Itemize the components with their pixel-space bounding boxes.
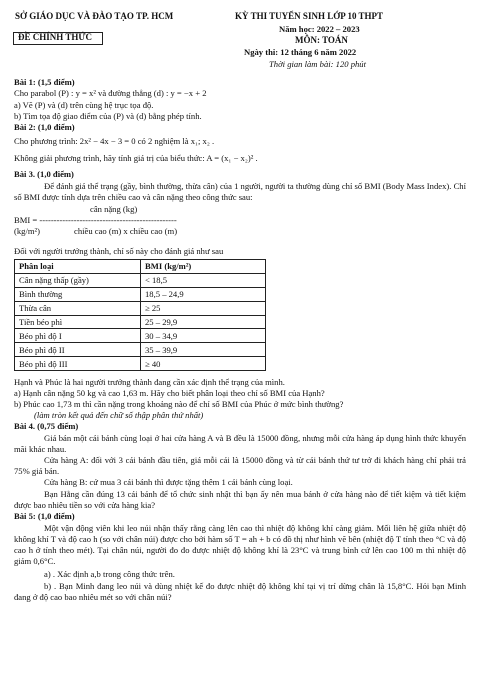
subject: MÔN: TOÁN [295,35,348,45]
bmi-formula: BMI = ------------------------------------------------ [14,215,177,225]
table-cell: Béo phì độ I [15,329,141,343]
table-cell: 18,5 – 24,9 [141,287,266,301]
exam-title: KỲ THI TUYỂN SINH LỚP 10 THPT [235,11,384,21]
table-row [15,301,266,315]
bai3-note: (làm tròn kết quả đến chữ số thập phân thứ nhất) [34,410,204,420]
table-header-cell: BMI (kg/m²) [141,260,266,274]
bmi-table [14,259,266,371]
table-cell: Tiền béo phì [15,315,141,329]
school-year: Năm học: 2022 – 2023 [279,24,360,34]
bai3-a: a) Hạnh cân nặng 50 kg và cao 1,63 m. Hãy cho biết phân loại theo chỉ số BMI của Hạnh? [14,388,325,398]
table-header-row [15,260,266,274]
bai5-a: a) . Xác định a,b trong công thức trên. [44,569,175,579]
bai5-title: Bài 5: (1,0 điểm) [14,511,75,521]
table-cell: ≥ 25 [141,301,266,315]
bai4-p3: Cửa hàng B: cứ mua 3 cái bánh thì được tặng thêm 1 cái bánh cùng loại. [44,477,293,487]
bai4-p4: Bạn Hằng cần đúng 13 cái bánh để tổ chức sinh nhật thì bạn ấy nên mua bánh ở cửa hàng nào để tiết kiệm và tiết kiệm được bao nhiêu tiền so với cửa hàng kia? [14,489,466,510]
bai4-title: Bài 4. (0,75 điểm) [14,421,79,431]
bai1-b: b) Tìm tọa độ giao điểm của (P) và (d) bằng phép tính. [14,111,202,121]
bai5-p1: Một vận động viên khi leo núi nhận thấy rằng càng lên cao thì nhiệt độ không khí càng giảm. Mối liên hệ giữa nhiệt độ không khí T và độ cao h (so với chân núi) được cho bởi hàm số T = ah + b có đồ thị như hình vẽ bên (nhiệt độ T tính theo °C và độ cao h ở tính theo mét). Tại chân núi, người đo đo được nhiệt độ không khí là 23°C và trung bình cứ lên cao 100 m thì nhiệt độ giảm 0,6°C. [14,523,466,566]
bai3-b: b) Phúc cao 1,73 m thì cần nặng trong khoảng nào để chỉ số BMI của Phúc ở mức bình thường? [14,399,344,409]
exam-date: Ngày thi: 12 tháng 6 năm 2022 [244,47,357,57]
bai1-a: a) Vẽ (P) và (d) trên cùng hệ trục tọa độ. [14,100,154,110]
table-row [15,287,266,301]
table-cell: < 18,5 [141,273,266,287]
table-cell: Béo phì độ II [15,343,141,357]
department-name: SỞ GIÁO DỤC VÀ ĐÀO TẠO TP. HCM [15,11,174,21]
table-header-cell: Phân loại [15,260,141,274]
table-row [15,315,266,329]
bai2-line1: Cho phương trình: 2x² − 4x − 3 = 0 có 2 nghiệm là x₁; x₂ . [14,136,215,146]
bai3-after: Hạnh và Phúc là hai người trưởng thành đang cần xác định thể trạng của mình. [14,377,285,387]
bai1-title: Bài 1: (1,5 điểm) [14,77,75,87]
table-cell: ≥ 40 [141,357,266,371]
table-cell: Cân nặng thấp (gầy) [15,273,141,287]
bmi-table-intro: Đối với người trưởng thành, chỉ số này cho đánh giá như sau [14,246,224,256]
bai1-intro: Cho parabol (P) : y = x² và đường thẳng (d) : y = −x + 2 [14,88,207,98]
table-cell: Béo phì độ III [15,357,141,371]
bmi-denominator: chiều cao (m) x chiều cao (m) [74,226,178,236]
table-row [15,273,266,287]
table-cell: Thừa cân [15,301,141,315]
bmi-numerator: cân nặng (kg) [90,204,138,214]
table-row [15,343,266,357]
bai2-title: Bài 2: (1,0 điểm) [14,122,75,132]
table-cell: 35 – 39,9 [141,343,266,357]
bai5-b: b) . Bạn Minh đang leo núi và dùng nhiệt kế đo được nhiệt độ không khí tại vị trí dừng chân là 15,8°C. Hỏi bạn Minh đang ở độ cao bao nhiêu mét so với chân núi? [14,581,466,602]
duration: Thời gian làm bài: 120 phút [269,59,366,69]
bai4-p1: Giá bán một cái bánh cùng loại ở hai cửa hàng A và B đều là 15000 đồng, nhưng mỗi cửa hàng áp dụng hình thức khuyến mãi khác nhau. [14,433,466,454]
bmi-unit: (kg/m²) [14,226,40,236]
official-label: ĐỀ CHÍNH THỨC [18,32,93,42]
bai3-title: Bài 3. (1,0 điểm) [14,169,74,179]
table-cell: 25 – 29,9 [141,315,266,329]
table-cell: Bình thường [15,287,141,301]
table-row [15,357,266,371]
table-row [15,329,266,343]
bai2-line2: Không giải phương trình, hãy tính giá trị của biểu thức: A = (x₁ − x₂)² . [14,153,258,163]
bai4-p2: Cửa hàng A: đối với 3 cái bánh đầu tiên, giá mỗi cái là 15000 đồng và từ cái bánh thứ tư trở đi khách hàng chỉ phải trả 75% giá bán. [14,455,466,476]
bai3-paragraph: Để đánh giá thể trạng (gầy, bình thường, thừa cân) của 1 người, người ta thường dùng chỉ số BMI (Body Mass Index). Chỉ số BMI được tính dựa trên chiều cao và cân nặng theo công thức sau: [14,181,466,202]
table-cell: 30 – 34,9 [141,329,266,343]
